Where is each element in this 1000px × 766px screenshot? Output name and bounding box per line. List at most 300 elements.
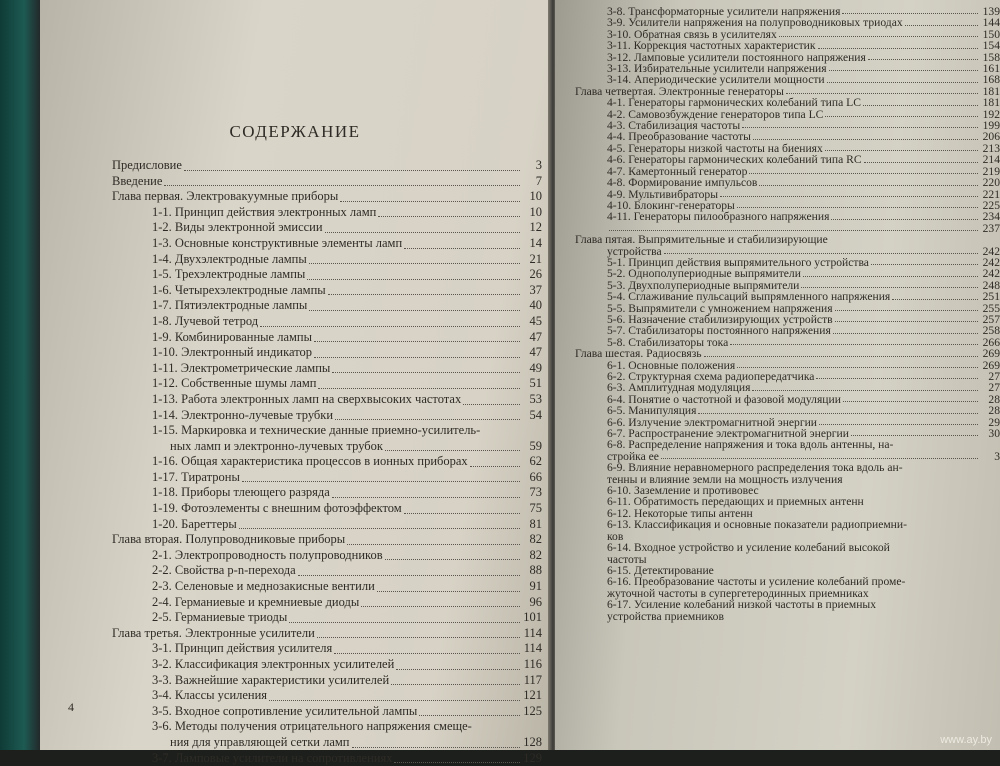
leader-dots	[818, 48, 979, 49]
toc-entry	[112, 704, 542, 720]
leader-dots	[317, 637, 520, 638]
toc-entry-text: 1-18. Приборы тлеющего разряда	[152, 485, 330, 500]
toc-entry-text: 1-1. Принцип действия электронных ламп	[152, 204, 377, 219]
leader-dots	[871, 264, 978, 265]
toc-entry-text: устройства	[607, 244, 662, 258]
leader-dots	[419, 715, 520, 716]
right-page	[555, 0, 1000, 750]
toc-entry-text: 6-8. Распределение напряжения и тока вдоль антенны, на-	[607, 438, 894, 452]
toc-page-number: 154	[982, 39, 1000, 53]
leader-dots	[753, 139, 978, 140]
toc-page-number: 125	[523, 703, 542, 718]
toc-page-number: 158	[982, 50, 1000, 64]
toc-page-number: 40	[529, 298, 542, 313]
toc-entry	[575, 519, 1000, 530]
leader-dots	[391, 684, 520, 685]
toc-entry	[112, 688, 542, 704]
toc-page-number: 53	[529, 391, 542, 406]
toc-entry-text: 4-2. Самовозбуждение генераторов типа LC	[607, 107, 824, 121]
toc-entry	[112, 485, 542, 501]
toc-entry-text: ных ламп и электронно-лучевых трубок	[170, 438, 383, 453]
leader-dots	[835, 321, 978, 322]
toc-entry-text: 1-13. Работа электронных ламп на сверхвысоких частотах	[152, 391, 462, 406]
toc-page-number: 51	[529, 376, 542, 391]
toc-chapter-title	[575, 234, 828, 245]
leader-dots	[404, 248, 520, 249]
toc-entry-text: 1-14. Электронно-лучевые трубки	[152, 407, 334, 422]
leader-dots	[242, 481, 520, 482]
toc-entry	[112, 548, 542, 564]
toc-chapter	[575, 234, 1000, 245]
leader-dots	[801, 287, 978, 288]
chapter-label: Глава вторая.	[112, 532, 183, 547]
toc-entry	[112, 719, 542, 735]
toc-chapter	[112, 532, 542, 548]
toc-entry-text: 6-9. Влияние неравномерного распределения тока вдоль ан-	[607, 461, 903, 475]
toc-entry-text: 6-17. Усиление колебаний низкой частоты в приемных	[607, 598, 876, 612]
leader-dots	[779, 36, 978, 37]
toc-page-number: 161	[982, 62, 1000, 76]
toc-entry-text: 1-17. Тиратроны	[152, 469, 240, 484]
toc-page-number: 29	[988, 415, 1000, 429]
leader-dots	[816, 378, 978, 379]
leader-dots	[843, 401, 978, 402]
toc-page-number: 242	[982, 267, 1000, 281]
toc-entry	[112, 501, 542, 517]
leader-dots	[863, 105, 978, 106]
chapter-label: Глава шестая.	[575, 347, 644, 361]
toc-entry	[575, 40, 1000, 51]
leader-dots	[314, 357, 520, 358]
toc-page-number: 116	[523, 657, 542, 671]
leader-dots	[609, 230, 978, 231]
toc-chapter-title	[112, 532, 345, 548]
toc-entry-text: 4-8. Формирование импульсов	[607, 176, 758, 190]
toc-entry-text: 3-7. Ламповые усилители на сопротивлениях	[152, 750, 393, 765]
toc-page-number: 96	[529, 594, 542, 609]
toc-entry-text: 1-16. Общая характеристика процессов в ионных приборах	[152, 454, 468, 469]
toc-entry-text: частоты	[607, 552, 647, 566]
toc-entry-text: 5-5. Выпрямители с умножением напряжения	[607, 301, 833, 315]
toc-entry	[112, 345, 542, 361]
toc-page-number: 27	[988, 381, 1000, 395]
toc-page-number: 82	[529, 547, 542, 562]
leader-dots	[752, 390, 978, 391]
leader-dots	[835, 310, 978, 311]
toc-entry-text: 6-6. Излучение электромагнитной энергии	[607, 415, 818, 429]
toc-entry-text: 6-16. Преобразование частоты и усиление колебаний проме-	[607, 575, 906, 589]
leader-dots	[470, 466, 520, 467]
toc-entry-text: 6-4. Понятие о частотной и фазовой модуляции	[607, 392, 841, 406]
leader-dots	[260, 326, 520, 327]
leader-dots	[332, 372, 520, 373]
toc-entry-text: ков	[607, 529, 624, 543]
toc-page-number: 248	[982, 278, 1000, 292]
toc-entry-text: тенны и влияние земли на мощность излучения	[607, 472, 843, 486]
toc-entry-text: 2-2. Свойства p-n-перехода	[152, 563, 296, 578]
toc-entry	[112, 751, 542, 766]
toc-entry	[575, 599, 1000, 610]
leader-dots	[720, 196, 978, 197]
toc-page-number: 47	[529, 345, 542, 360]
toc-entry-text: 4-6. Генераторы гармонических колебаний типа RC	[607, 153, 862, 167]
toc-entry-text: 1-15. Маркировка и технические данные приемно-усилитель-	[152, 423, 481, 438]
toc-page-number: 3	[994, 449, 1000, 463]
toc-entry-text: 4-3. Стабилизация частоты	[607, 119, 741, 133]
left-page	[40, 0, 550, 765]
toc-entry-text: 2-5. Германиевые триоды	[152, 610, 288, 625]
leader-dots	[289, 622, 520, 623]
toc-page-number: 192	[982, 107, 1000, 121]
toc-entry-text: 5-8. Стабилизаторы тока	[607, 335, 729, 349]
leader-dots	[347, 544, 520, 545]
toc-entry	[112, 517, 542, 533]
toc-chapter-title	[112, 189, 338, 205]
leader-dots	[352, 747, 521, 748]
toc-entry-text: 3-9. Усилители напряжения на полупроводниковых триодах	[607, 16, 903, 30]
toc-page-number: 225	[982, 198, 1000, 212]
toc-page-number: 242	[982, 255, 1000, 269]
toc-entry	[112, 423, 542, 439]
toc-entry-text: Введение	[112, 173, 163, 188]
watermark: www.ay.by	[940, 734, 992, 746]
leader-dots	[730, 344, 978, 345]
toc-page-number: 251	[982, 290, 1000, 304]
toc-entry	[112, 408, 542, 424]
toc-entry-text: 1-7. Пятиэлектродные лампы	[152, 298, 308, 313]
toc-page-number: 121	[523, 688, 542, 703]
toc-page-number: 269	[982, 358, 1000, 372]
leader-dots	[340, 201, 520, 202]
toc-entry-text: 3-13. Избирательные усилители напряжения	[607, 62, 827, 76]
toc-entry	[112, 220, 542, 236]
toc-entry	[575, 462, 1000, 473]
toc-page-number: 3	[535, 158, 542, 172]
toc-entry	[112, 158, 542, 174]
toc-entry	[112, 673, 542, 689]
toc-entry-text: устройства приемников	[607, 609, 724, 623]
toc-entry-text: 1-2. Виды электронной эмиссии	[152, 220, 323, 235]
toc-entry-text: 3-8. Трансформаторные усилители напряжения	[607, 5, 841, 18]
toc-page-number: 88	[529, 563, 542, 578]
toc-entry	[575, 97, 1000, 108]
leader-dots	[831, 219, 978, 220]
leader-dots	[184, 170, 520, 171]
toc-page-number: 139	[982, 5, 1000, 18]
toc-page-number: 14	[529, 235, 542, 250]
toc-entry-text: 3-14. Апериодические усилители мощности	[607, 73, 825, 87]
contents-title: СОДЕРЖАНИЕ	[229, 122, 361, 141]
toc-chapter-title	[112, 626, 315, 642]
toc-entry-text: 6-1. Основные положения	[607, 358, 736, 372]
toc-entry	[575, 405, 1000, 416]
toc-entry-text: 1-9. Комбинированные лампы	[152, 329, 312, 344]
toc-entry-text: 1-10. Электронный индикатор	[152, 345, 312, 360]
toc-page-number: 266	[982, 335, 1000, 349]
chapter-name: Радиосвязь	[646, 347, 702, 361]
toc-entry	[112, 735, 542, 751]
leader-dots	[704, 356, 978, 357]
leader-dots	[833, 333, 978, 334]
toc-left	[112, 158, 542, 766]
toc-chapter	[112, 189, 542, 205]
leader-dots	[661, 458, 978, 459]
toc-entry	[112, 267, 542, 283]
toc-page-number: 12	[529, 220, 542, 235]
toc-entry	[575, 291, 1000, 302]
leader-dots	[335, 419, 520, 420]
toc-page-number: 101	[523, 610, 542, 625]
leader-dots	[827, 82, 978, 83]
toc-entry	[112, 330, 542, 346]
leader-dots	[404, 513, 520, 514]
leader-dots	[332, 497, 520, 498]
toc-page-number: 117	[523, 672, 542, 687]
toc-right	[575, 6, 1000, 622]
toc-entry-text: 6-10. Заземление и противовес	[607, 484, 759, 498]
toc-page-number: 214	[982, 153, 1000, 167]
leader-dots	[325, 232, 520, 233]
toc-page-number: 168	[982, 73, 1000, 87]
leader-dots	[385, 559, 520, 560]
leader-dots	[314, 341, 520, 342]
toc-entry-text: 1-4. Двухэлектродные лампы	[152, 251, 307, 266]
toc-entry-text: 3-11. Коррекция частотных характеристик	[607, 39, 816, 53]
leader-dots	[361, 606, 520, 607]
toc-entry	[575, 576, 1000, 587]
toc-entry	[112, 454, 542, 470]
leader-dots	[334, 653, 520, 654]
toc-entry-text: жуточной частоты в супергетеродинных приемниках	[607, 586, 869, 600]
leader-dots	[385, 450, 520, 451]
toc-entry-text: 3-10. Обратная связь в усилителях	[607, 27, 777, 41]
leader-dots	[842, 13, 978, 14]
toc-page-number: 49	[529, 360, 542, 375]
toc-entry	[575, 611, 1000, 622]
chapter-name: Электронные генераторы	[658, 84, 784, 98]
toc-entry	[575, 177, 1000, 188]
toc-entry-text: 3-2. Классификация электронных усилителей	[152, 657, 395, 671]
toc-entry-text: 6-2. Структурная схема радиопередатчика	[607, 370, 815, 383]
toc-entry-text: 6-3. Амплитудная модуляция	[607, 381, 751, 395]
toc-entry-text: 5-7. Стабилизаторы постоянного напряжения	[607, 324, 831, 338]
toc-page-number: 26	[529, 267, 542, 282]
leader-dots	[749, 173, 978, 174]
toc-entry-text: 2-4. Германиевые и кремниевые диоды	[152, 594, 360, 609]
toc-page-number: 82	[529, 532, 542, 547]
toc-page-number: 7	[535, 173, 542, 188]
leader-dots	[892, 299, 978, 300]
toc-page-number: 269	[982, 347, 1000, 361]
leader-dots	[737, 207, 978, 208]
toc-page-number: 128	[523, 734, 542, 749]
toc-entry-text: 1-11. Электрометрические лампы	[152, 360, 331, 375]
toc-page-number: 30	[988, 427, 1000, 441]
toc-chapter	[575, 348, 1000, 359]
toc-page-number: 21	[529, 251, 542, 266]
toc-page-number: 81	[529, 516, 542, 531]
toc-page-number: 237	[982, 221, 1000, 235]
leader-dots	[377, 591, 520, 592]
toc-entry	[112, 314, 542, 330]
leader-dots	[463, 404, 520, 405]
toc-page-number: 28	[988, 392, 1000, 406]
toc-entry-text: 3-1. Принцип действия усилителя	[152, 641, 333, 656]
chapter-name: Электровакуумные приборы	[186, 189, 339, 204]
toc-entry-text: 6-12. Некоторые типы антенн	[607, 506, 753, 520]
toc-page-number: 258	[982, 324, 1000, 338]
leader-dots	[307, 279, 520, 280]
leader-dots	[737, 367, 978, 368]
toc-entry-text: 1-19. Фотоэлементы с внешним фотоэффектом	[152, 501, 402, 516]
leader-dots	[309, 263, 520, 264]
toc-page-number: 10	[529, 204, 542, 219]
toc-entry	[112, 376, 542, 392]
toc-page-number: 59	[529, 438, 542, 453]
toc-entry	[112, 392, 542, 408]
toc-entry-text: 3-5. Входное сопротивление усилительной лампы	[152, 703, 418, 718]
toc-page-number: 75	[529, 501, 542, 516]
toc-entry	[112, 205, 542, 221]
leader-dots	[378, 216, 520, 217]
toc-entry-text: 5-2. Однополупериодные выпрямители	[607, 267, 801, 281]
toc-entry-text: 1-3. Основные конструктивные элементы ламп	[152, 235, 403, 250]
toc-page-number: 257	[982, 312, 1000, 326]
chapter-name: Полупроводниковые приборы	[185, 532, 346, 547]
toc-page-number: 66	[529, 469, 542, 484]
toc-entry	[112, 361, 542, 377]
toc-entry-text: 4-11. Генераторы пилообразного напряжения	[607, 210, 830, 224]
leader-dots	[318, 388, 520, 389]
leader-dots	[269, 700, 520, 701]
toc-entry	[112, 283, 542, 299]
toc-entry	[112, 252, 542, 268]
leader-dots	[164, 185, 520, 186]
toc-page-number: 10	[529, 189, 542, 204]
toc-entry-text: Предисловие	[112, 158, 182, 172]
toc-page-number: 213	[982, 141, 1000, 155]
toc-entry-text: 2-3. Селеновые и меднозакисные вентили	[152, 579, 375, 594]
toc-page-number: 62	[529, 454, 542, 469]
toc-entry-text: 6-15. Детектирование	[607, 563, 714, 577]
toc-entry-text: 1-20. Бареттеры	[152, 516, 237, 531]
toc-page-number: 242	[982, 244, 1000, 258]
toc-entry	[112, 298, 542, 314]
toc-chapter	[112, 626, 542, 642]
toc-entry-text: 6-13. Классификация и основные показатели радиоприемни-	[607, 518, 907, 532]
chapter-label: Глава первая.	[112, 189, 184, 204]
toc-page-number: 27	[988, 370, 1000, 383]
leader-dots	[298, 575, 520, 576]
toc-entry-text: 5-3. Двухполупериодные выпрямители	[607, 278, 800, 292]
leader-dots	[396, 669, 520, 670]
toc-entry-text: 2-1. Электропроводность полупроводников	[152, 547, 383, 562]
book-cover-edge	[0, 0, 40, 750]
leader-dots	[868, 59, 978, 60]
toc-page-number: 144	[982, 16, 1000, 30]
toc-page-number: 199	[982, 119, 1000, 133]
toc-page-number: 221	[982, 187, 1000, 201]
toc-page-number: 220	[982, 176, 1000, 190]
toc-entry-text: 5-4. Сглаживание пульсаций выпрямленного напряжения	[607, 290, 891, 304]
toc-entry-text: 1-5. Трехэлектродные лампы	[152, 267, 306, 282]
chapter-name: Электронные усилители	[185, 625, 315, 640]
leader-dots	[328, 294, 520, 295]
toc-page-number: 129	[523, 750, 542, 765]
chapter-label: Глава третья.	[112, 625, 182, 640]
toc-page-number: 47	[529, 329, 542, 344]
toc-entry-text: 6-11. Обратимость передающих и приемных антенн	[607, 495, 864, 509]
toc-chapter-title	[575, 348, 702, 359]
toc-entry	[112, 579, 542, 595]
leader-dots	[742, 127, 978, 128]
leader-dots	[825, 116, 978, 117]
toc-entry	[112, 657, 542, 673]
toc-entry-text: 5-1. Принцип действия выпрямительного устройства	[607, 255, 869, 269]
toc-entry	[112, 595, 542, 611]
leader-dots	[803, 276, 978, 277]
toc-entry-text: 4-10. Блокинг-генераторы	[607, 198, 735, 212]
toc-entry	[575, 154, 1000, 165]
toc-page-number: 114	[523, 641, 542, 656]
toc-page-number: 45	[529, 313, 542, 328]
toc-page-number: 73	[529, 485, 542, 500]
leader-dots	[905, 25, 978, 26]
toc-entry-text: 3-3. Важнейшие характеристики усилителей	[152, 672, 390, 687]
toc-entry-text: 6-5. Манипуляция	[607, 404, 697, 418]
leader-dots	[394, 762, 520, 763]
leader-dots	[309, 310, 520, 311]
chapter-label: Глава четвертая.	[575, 84, 656, 98]
toc-page-number: 114	[523, 625, 542, 640]
leader-dots	[819, 424, 978, 425]
toc-entry	[575, 542, 1000, 553]
toc-page-number: 150	[982, 27, 1000, 41]
toc-entry-text: стройка ее	[607, 449, 659, 463]
chapter-label: Глава пятая.	[575, 233, 636, 247]
toc-entry	[112, 610, 542, 626]
leader-dots	[864, 162, 978, 163]
toc-entry-text: ния для управляющей сетки ламп	[170, 734, 350, 749]
toc-page-number: 28	[988, 404, 1000, 418]
toc-page-number: 206	[982, 130, 1000, 144]
toc-entry-text: 6-7. Распространение электромагнитной энергии	[607, 427, 849, 441]
toc-page-number: 181	[982, 96, 1000, 110]
leader-dots	[829, 70, 978, 71]
leader-dots	[759, 185, 978, 186]
toc-entry	[112, 641, 542, 657]
toc-page-number: 181	[982, 84, 1000, 98]
toc-entry-text: 6-14. Входное устройство и усиление колебаний высокой	[607, 541, 890, 555]
toc-page-number: 91	[529, 579, 542, 594]
toc-entry	[575, 211, 1000, 222]
toc-page-number: 54	[529, 407, 542, 422]
toc-entry-text: 4-7. Камертонный генератор	[607, 164, 748, 178]
toc-entry-text: 4-1. Генераторы гармонических колебаний типа LC	[607, 96, 861, 110]
leader-dots	[786, 93, 978, 94]
toc-entry	[112, 236, 542, 252]
toc-entry	[112, 439, 542, 455]
toc-entry-text: 3-6. Методы получения отрицательного напряжения смеще-	[152, 719, 472, 734]
page-number: 4	[68, 700, 74, 714]
toc-page-number: 255	[982, 301, 1000, 315]
toc-entry-text: 1-6. Четырехэлектродные лампы	[152, 282, 326, 297]
leader-dots	[825, 150, 978, 151]
toc-entry-text: 3-4. Классы усиления	[152, 688, 268, 703]
toc-entry-text: 5-6. Назначение стабилизирующих устройств	[607, 312, 833, 326]
toc-entry	[112, 563, 542, 579]
leader-dots	[664, 253, 978, 254]
